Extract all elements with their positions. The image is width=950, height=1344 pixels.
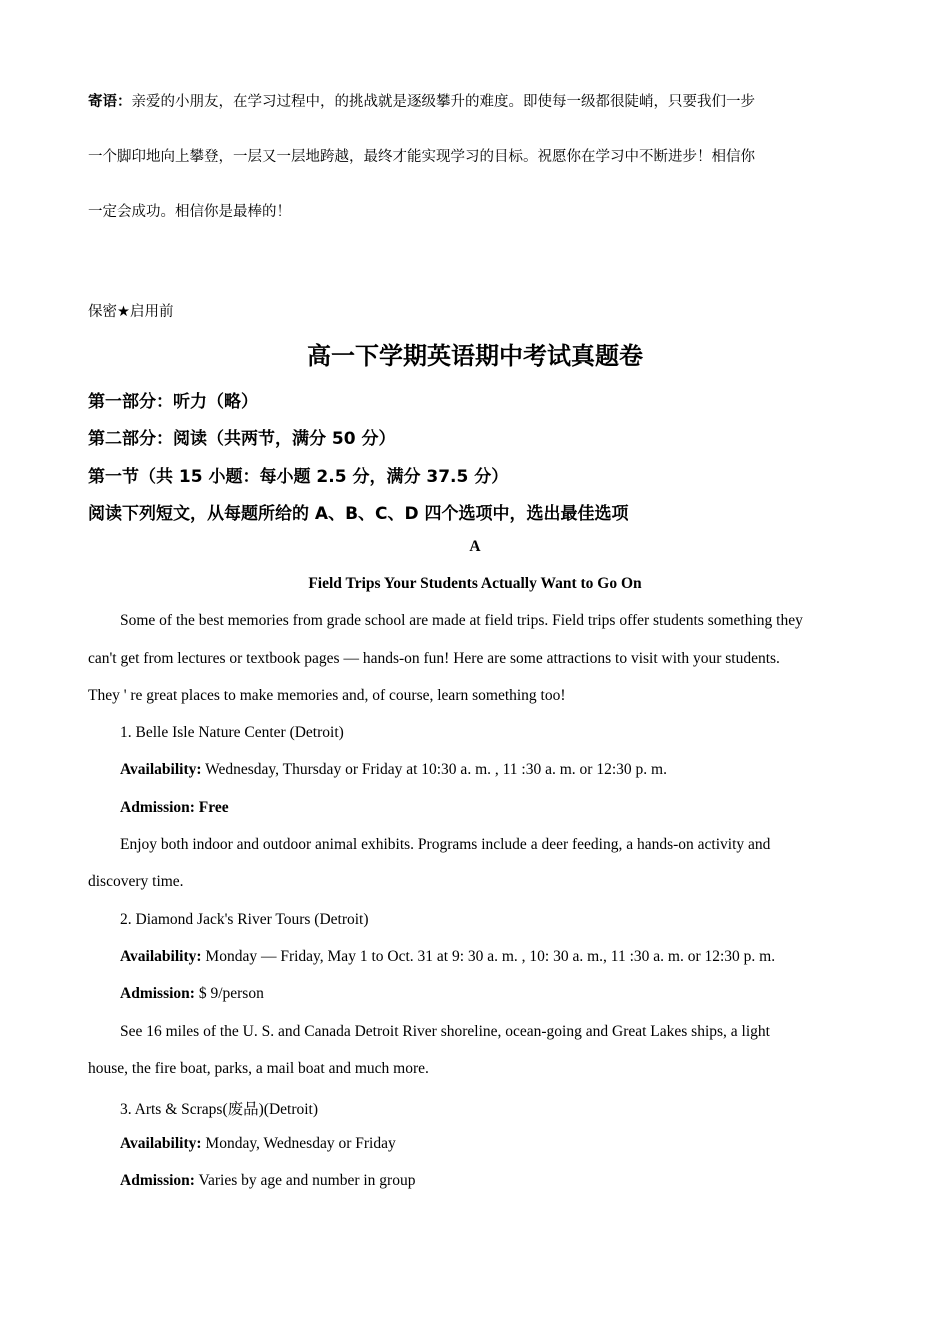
instruction-heading: 阅读下列短文，从每题所给的 A、B、C、D 四个选项中，选出最佳选项 (88, 504, 629, 524)
greeting-label: 寄语： (88, 94, 132, 110)
item-2-desc-line-1: See 16 miles of the U. S. and Canada Detroit River shoreline, ocean-going and Great Lakes ships, a light (120, 1023, 770, 1040)
item-3-heading: 3. Arts & Scraps(废品)(Detroit) (120, 1101, 319, 1118)
intro-line-3: They ' re great places to make memories and, of course, learn something too! (88, 687, 566, 704)
intro-line-1: Some of the best memories from grade school are made at field trips. Field trips offer students something they (120, 612, 803, 629)
item-2-desc-line-2: house, the fire boat, parks, a mail boat and much more. (88, 1060, 429, 1077)
greeting-line-3: 一定会成功。相信你是最棒的！ (88, 204, 291, 220)
item-2-availability: Availability: Monday — Friday, May 1 to Oct. 31 at 9: 30 a. m. , 10: 30 a. m., 11 :30 a. m. or 12:30 p. m. (120, 948, 776, 965)
item-1-desc-line-1: Enjoy both indoor and outdoor animal exhibits. Programs include a deer feeding, a hands-on activity and (120, 836, 771, 853)
page-title: 高一下学期英语期中考试真题卷 (307, 342, 643, 370)
passage-letter: A (469, 538, 481, 555)
intro-line-2: can't get from lectures or textbook pages — hands-on fun! Here are some attractions to visit with your students. (88, 650, 780, 667)
item-1-heading: 1. Belle Isle Nature Center (Detroit) (120, 724, 344, 741)
item-3-availability: Availability: Monday, Wednesday or Friday (120, 1135, 396, 1152)
passage-title: Field Trips Your Students Actually Want to Go On (308, 575, 642, 592)
confidential-mark: 保密★启用前 (88, 304, 174, 320)
item-1-availability: Availability: Wednesday, Thursday or Friday at 10:30 a. m. , 11 :30 a. m. or 12:30 p. m. (120, 761, 667, 778)
section-one-heading: 第一节（共 15 小题：每小题 2.5 分，满分 37.5 分） (88, 467, 509, 487)
item-1-desc-line-2: discovery time. (88, 873, 184, 890)
item-3-admission: Admission: Varies by age and number in group (120, 1172, 416, 1189)
item-2-admission: Admission: $ 9/person (120, 985, 264, 1002)
part-one-heading: 第一部分：听力（略） (88, 392, 258, 412)
item-2-heading: 2. Diamond Jack's River Tours (Detroit) (120, 911, 369, 928)
greeting-line-1: 寄语：亲爱的小朋友，在学习过程中，的挑战就是逐级攀升的难度。即使每一级都很陡峭，只要我们一步 (88, 94, 755, 110)
greeting-line-2: 一个脚印地向上攀登，一层又一层地跨越，最终才能实现学习的目标。祝愿你在学习中不断进步！相信你 (88, 149, 755, 165)
part-two-heading: 第二部分：阅读（共两节，满分 50 分） (88, 429, 396, 449)
item-1-admission: Admission: Free (120, 799, 229, 816)
